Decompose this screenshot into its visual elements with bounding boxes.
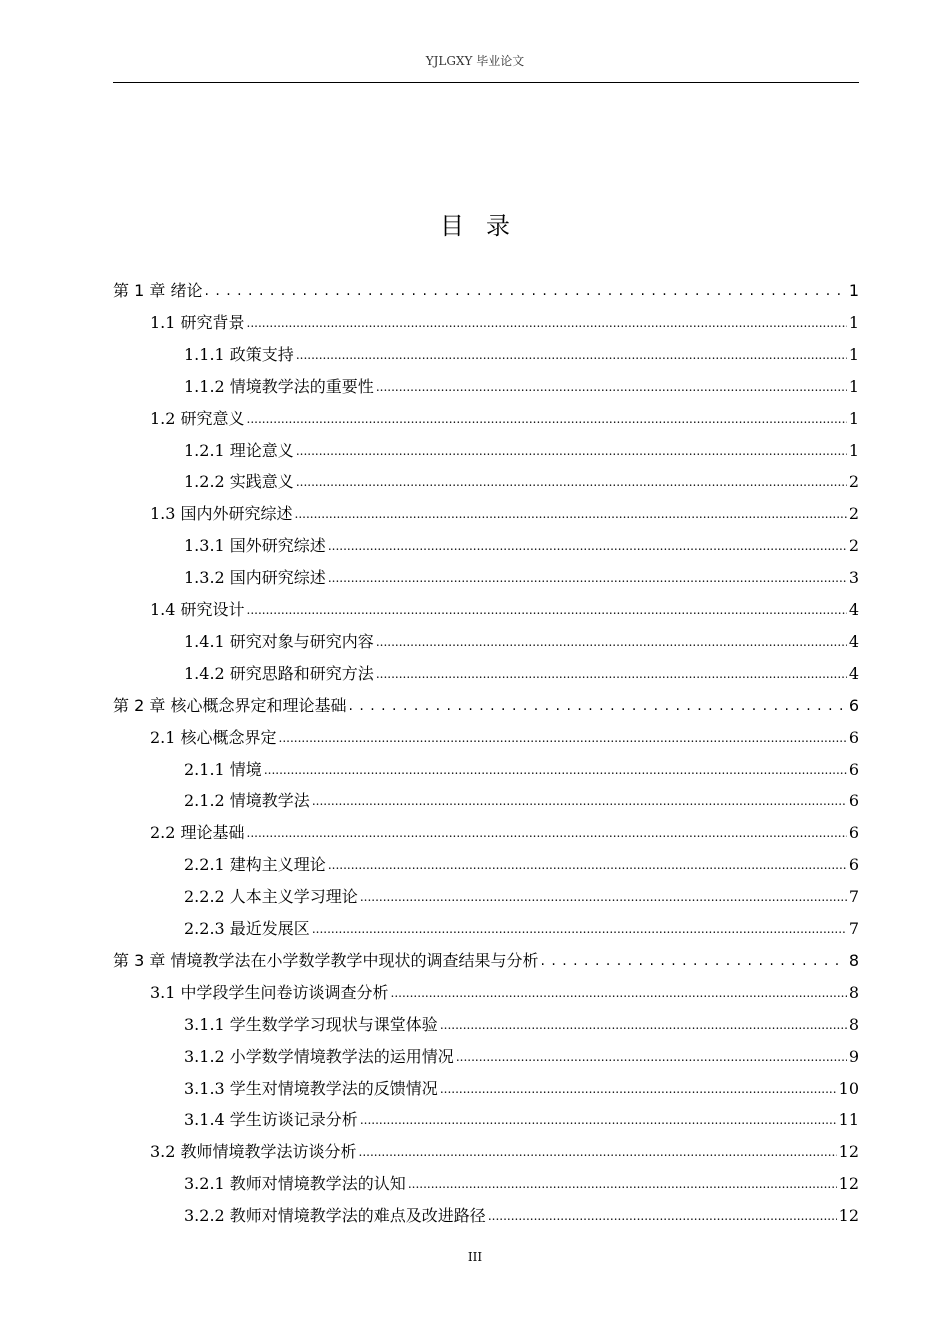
- toc-dot-leader: [247, 816, 847, 849]
- toc-entry-label: 3.1.1 学生数学学习现状与课堂体验: [184, 1014, 438, 1034]
- toc-entry-page: 2: [848, 536, 859, 556]
- toc-entry-label: 1.1 研究背景: [150, 312, 245, 332]
- toc-dot-leader: [296, 465, 847, 498]
- toc-entry-page: 6: [848, 823, 859, 843]
- toc-dot-leader: [540, 944, 846, 977]
- toc-subsection-entry[interactable]: [184, 658, 859, 690]
- toc-entry-label: 3.2 教师情境教学法访谈分析: [150, 1142, 357, 1162]
- toc-entry-page: 6: [848, 727, 859, 747]
- toc-dot-leader: [391, 976, 847, 1009]
- toc-entry-label: 1.1.2 情境教学法的重要性: [184, 376, 374, 396]
- toc-entry-page: 2: [848, 504, 859, 524]
- toc-section-entry[interactable]: [150, 977, 859, 1009]
- toc-entry-page: 7: [848, 887, 859, 907]
- toc-entry-page: 11: [838, 1110, 859, 1130]
- toc-dot-leader: [440, 1072, 837, 1105]
- toc-subsection-entry[interactable]: [184, 1073, 859, 1105]
- toc-section-entry[interactable]: [150, 307, 859, 339]
- toc-entry-label: 2.2 理论基础: [150, 823, 245, 843]
- toc-dot-leader: [296, 338, 847, 371]
- toc-subsection-entry[interactable]: [184, 1168, 859, 1200]
- toc-entry-label: 3.2.2 教师对情境教学法的难点及改进路径: [184, 1206, 486, 1226]
- toc-entry-page: 8: [848, 1014, 859, 1034]
- toc-dot-leader: [296, 434, 847, 467]
- toc-dot-leader: [408, 1167, 837, 1200]
- toc-dot-leader: [348, 689, 846, 722]
- toc-dot-leader: [376, 657, 847, 690]
- toc-entry-page: 6: [848, 791, 859, 811]
- toc-subsection-entry[interactable]: [184, 1009, 859, 1041]
- toc-entry-label: 3.1.3 学生对情境教学法的反馈情况: [184, 1078, 438, 1098]
- toc-subsection-entry[interactable]: [184, 339, 859, 371]
- toc-entry-page: 8: [848, 950, 859, 970]
- toc-entry-page: 6: [848, 855, 859, 875]
- toc-entry-label: 3.2.1 教师对情境教学法的认知: [184, 1174, 406, 1194]
- toc-entry-label: 1.4.1 研究对象与研究内容: [184, 631, 374, 651]
- toc-entry-label: 1.4 研究设计: [150, 600, 245, 619]
- toc-entry-label: 1.1.1 政策支持: [184, 344, 294, 364]
- toc-dot-leader: [360, 880, 847, 913]
- toc-dot-leader: [328, 848, 847, 881]
- toc-entry-page: 1: [848, 376, 859, 396]
- toc-entry-page: 12: [838, 1174, 859, 1194]
- toc-entry-page: 1: [848, 440, 859, 460]
- header-rule: [113, 82, 859, 83]
- toc-subsection-entry[interactable]: [184, 849, 859, 881]
- toc-subsection-entry[interactable]: [184, 562, 859, 594]
- toc-subsection-entry[interactable]: [184, 1041, 859, 1073]
- toc-entry-page: 10: [838, 1078, 859, 1098]
- toc-dot-leader: [440, 1008, 847, 1041]
- toc-subsection-entry[interactable]: [184, 626, 859, 658]
- toc-subsection-entry[interactable]: [184, 435, 859, 467]
- toc-entry-page: 1: [848, 281, 859, 300]
- toc-entry-label: 2.1.1 情境: [184, 759, 262, 779]
- toc-section-entry[interactable]: [150, 498, 859, 530]
- toc-dot-leader: [264, 753, 847, 786]
- toc-entry-label: 1.2 研究意义: [150, 408, 245, 428]
- toc-entry-label: 1.3.1 国外研究综述: [184, 536, 326, 556]
- page-number: III: [467, 1250, 483, 1264]
- toc-entry-label: 1.3.2 国内研究综述: [184, 568, 326, 588]
- toc-entry-label: 1.4.2 研究思路和研究方法: [184, 663, 374, 683]
- toc-subsection-entry[interactable]: [184, 371, 859, 403]
- toc-subsection-entry[interactable]: [184, 785, 859, 817]
- toc-entry-page: 6: [848, 695, 859, 715]
- toc-entry-page: 2: [848, 472, 859, 492]
- toc-dot-leader: [376, 625, 847, 658]
- toc-entry-page: 9: [848, 1046, 859, 1066]
- toc-dot-leader: [360, 1103, 837, 1136]
- toc-subsection-entry[interactable]: [184, 881, 859, 913]
- toc-entry-page: 4: [848, 600, 859, 619]
- toc-dot-leader: [456, 1040, 847, 1073]
- toc-dot-leader: [247, 593, 847, 626]
- toc-subsection-entry[interactable]: [184, 1200, 859, 1232]
- toc-entry-label: 3.1.4 学生访谈记录分析: [184, 1110, 358, 1130]
- toc-subsection-entry[interactable]: [184, 754, 859, 786]
- toc-entry-label: 1.2.1 理论意义: [184, 440, 294, 460]
- toc-dot-leader: [376, 370, 847, 403]
- toc-dot-leader: [279, 721, 847, 754]
- toc-entry-page: 4: [848, 663, 859, 683]
- toc-entry-label: 2.2.2 人本主义学习理论: [184, 887, 358, 907]
- toc-subsection-entry[interactable]: [184, 466, 859, 498]
- toc-entry-label: 3.1.2 小学数学情境教学法的运用情况: [184, 1046, 454, 1066]
- toc-chapter-entry[interactable]: [113, 275, 859, 307]
- toc-title: 目录: [440, 212, 532, 240]
- toc-entry-label: 3.1 中学段学生问卷访谈调查分析: [150, 982, 389, 1002]
- toc-dot-leader: [247, 306, 847, 339]
- toc-section-entry[interactable]: [150, 403, 859, 435]
- toc-subsection-entry[interactable]: [184, 913, 859, 945]
- toc-entry-label: 2.2.3 最近发展区: [184, 919, 310, 938]
- toc-entry-page: 1: [848, 408, 859, 428]
- toc-entry-page: 1: [848, 312, 859, 332]
- toc-entry-page: 4: [848, 631, 859, 651]
- toc-dot-leader: [312, 784, 847, 817]
- toc-entry-page: 8: [848, 982, 859, 1002]
- toc-entry-page: 6: [848, 759, 859, 779]
- toc-chapter-entry[interactable]: [113, 690, 859, 722]
- toc-section-entry[interactable]: [150, 817, 859, 849]
- toc-dot-leader: [247, 402, 847, 435]
- toc-entry-page: 3: [848, 568, 859, 588]
- toc-entry-page: 1: [848, 344, 859, 364]
- toc-entry-label: 第 1 章 绪论: [113, 281, 203, 300]
- toc-entry-label: 2.1 核心概念界定: [150, 727, 277, 747]
- toc-entry-label: 1.2.2 实践意义: [184, 472, 294, 492]
- toc-subsection-entry[interactable]: [184, 530, 859, 562]
- toc-entry-label: 2.1.2 情境教学法: [184, 791, 310, 811]
- toc-dot-leader: [328, 561, 847, 594]
- toc-section-entry[interactable]: [150, 722, 859, 754]
- toc-entry-page: 7: [848, 919, 859, 938]
- toc-entry-label: 第 3 章 情境教学法在小学数学教学中现状的调查结果与分析: [113, 950, 539, 970]
- toc-dot-leader: [295, 497, 847, 530]
- toc-chapter-entry[interactable]: [113, 945, 859, 977]
- toc-dot-leader: [204, 274, 846, 307]
- toc-dot-leader: [312, 912, 847, 945]
- toc-entry-page: 12: [838, 1142, 859, 1162]
- toc-dot-leader: [359, 1135, 837, 1168]
- toc-section-entry[interactable]: [150, 1136, 859, 1168]
- toc-section-entry[interactable]: [150, 594, 859, 626]
- toc-entry-label: 1.3 国内外研究综述: [150, 504, 293, 524]
- toc-entry-label: 第 2 章 核心概念界定和理论基础: [113, 695, 347, 715]
- toc-entry-label: 2.2.1 建构主义理论: [184, 855, 326, 875]
- running-header: YJLGXY 毕业论文: [425, 54, 525, 68]
- toc-subsection-entry[interactable]: [184, 1104, 859, 1136]
- toc-dot-leader: [328, 529, 847, 562]
- toc-entry-page: 12: [838, 1206, 859, 1226]
- toc-dot-leader: [488, 1199, 837, 1232]
